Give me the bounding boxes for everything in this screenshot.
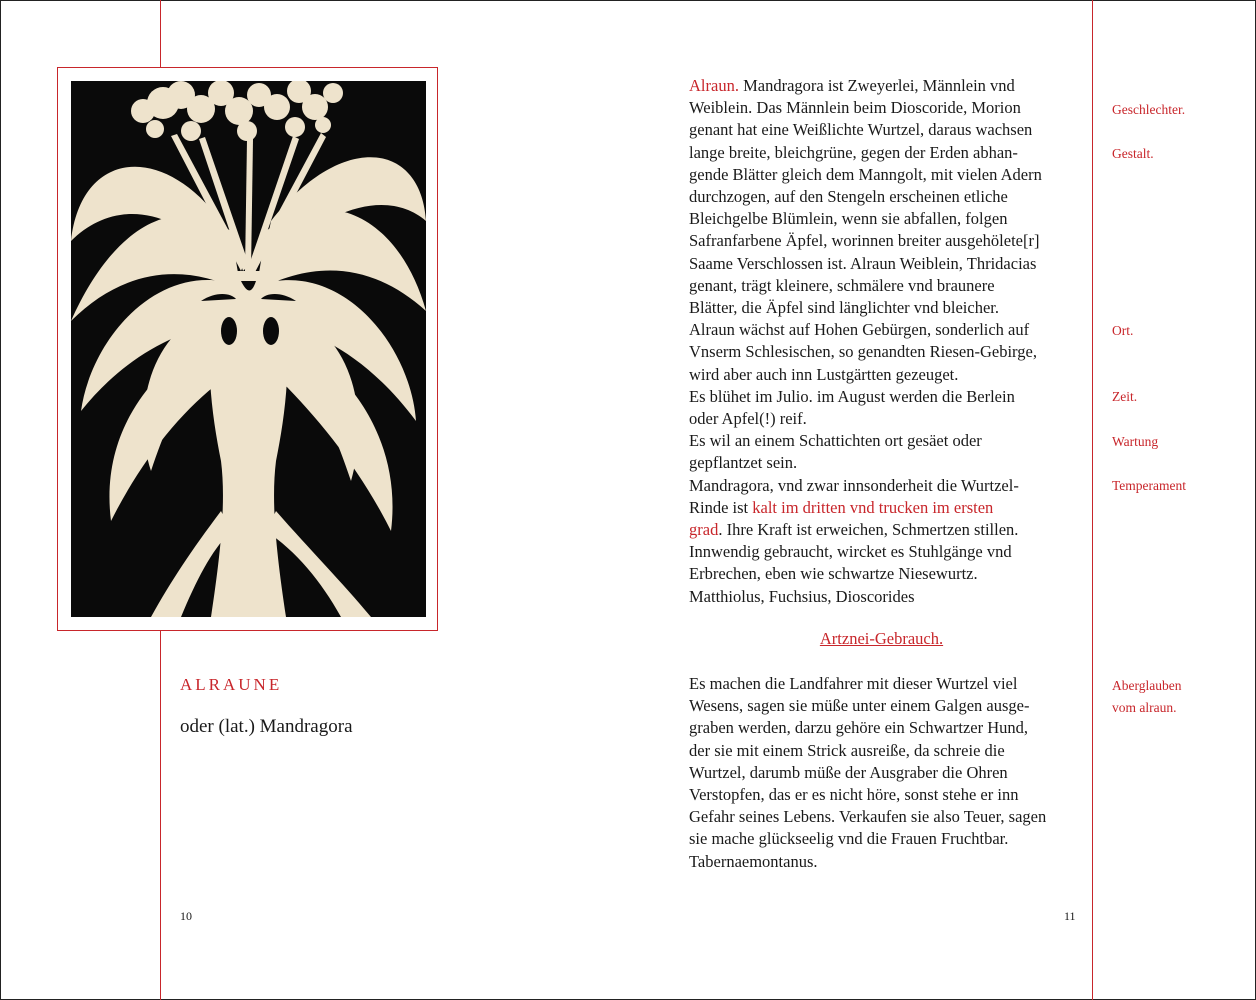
paragraph-line: Weiblein. Das Männlein beim Dioscoride, Morion	[689, 98, 1021, 118]
paragraph-line: Bleichgelbe Blümlein, wenn sie abfallen, folgen	[689, 209, 1008, 229]
left-margin-rule-top	[160, 0, 161, 68]
paragraph-line: Vnserm Schlesischen, so genandten Riesen-Gebirge,	[689, 342, 1037, 362]
paragraph-line: Es machen die Landfahrer mit dieser Wurtzel viel	[689, 674, 1018, 693]
entry-subtitle: oder (lat.) Mandragora	[180, 716, 353, 737]
margin-note-wartung: Wartung	[1112, 434, 1159, 449]
mandrake-silhouette-illustration	[71, 81, 426, 617]
paragraph-line: Wesens, sagen sie müße unter einem Galgen ausge-	[689, 696, 1030, 716]
paragraph-line: Saame Verschlossen ist. Alraun Weiblein, Thridacias	[689, 253, 1037, 273]
margin-note-zeit: Zeit.	[1112, 389, 1138, 404]
paragraph-line: graben werden, darzu gehöre ein Schwartzer Hund,	[689, 718, 1029, 738]
paragraph-line: durchzogen, auf den Stengeln erscheinen etliche	[689, 187, 1008, 207]
paragraph-line: grad. Ihre Kraft ist erweichen, Schmertzen stillen.	[689, 520, 1019, 540]
paragraph-line: Mandragora, vnd zwar innsonderheit die Wurtzel-	[689, 475, 1019, 495]
margin-note-gestalt: Gestalt.	[1112, 146, 1154, 161]
paragraph-line: Alraun wächst auf Hohen Gebürgen, sonderlich auf	[689, 320, 1030, 340]
margin-note-temperament: Temperament	[1112, 478, 1187, 493]
margin-note-geschlechter: Geschlechter.	[1112, 102, 1186, 117]
paragraph-line: Matthiolus, Fuchsius, Dioscorides	[689, 586, 915, 606]
paragraph-line: gepflantzet sein.	[689, 453, 798, 473]
paragraph-line: gende Blätter gleich dem Manngolt, mit vielen Adern	[689, 164, 1042, 184]
paragraph-line: Rinde ist kalt im dritten vnd trucken im ersten	[689, 497, 994, 517]
paragraph-line: Gefahr seines Lebens. Verkaufen sie also Teuer, sagen	[689, 807, 1047, 827]
paragraph-line: Wurtzel, darumb müße der Ausgraber die Ohren	[689, 762, 1008, 782]
paragraph-line: Es blühet im Julio. im August werden die Berlein	[689, 386, 1015, 406]
paragraph-line: Safranfarbene Äpfel, worinnen breiter ausgehölete[r]	[689, 231, 1040, 251]
paragraph-line: lange breite, bleichgrüne, gegen der Erden abhan-	[689, 142, 1018, 162]
paragraph-line: Es wil an einem Schattichten ort gesäet oder	[689, 431, 982, 451]
temperament-highlight-end: grad	[689, 520, 719, 540]
section-heading-medicinal-use: Artznei-Gebrauch.	[819, 629, 944, 648]
margin-note-ort: Ort.	[1112, 323, 1134, 338]
entry-title: ALRAUNE	[180, 675, 283, 694]
paragraph-line: Verstopfen, das er es nicht höre, sonst stehe er inn	[689, 785, 1019, 805]
illustration-frame	[57, 67, 438, 631]
paragraph-line: der sie mit einem Strick ausreiße, da schreie die	[689, 740, 1005, 760]
paragraph-line: wird aber auch inn Lustgärtten gezeuget.	[689, 364, 959, 384]
paragraph-line: sie mache glückseelig vnd die Frauen Fruchtbar.	[689, 829, 1009, 849]
temperament-highlight: kalt im dritten vnd trucken im ersten	[752, 497, 994, 517]
page-number-right: 11	[1064, 909, 1076, 923]
paragraph-line: Innwendig gebraucht, wircket es Stuhlgänge vnd	[689, 542, 1012, 562]
left-margin-rule-bottom	[160, 631, 161, 1000]
paragraph-line: Erbrechen, eben wie schwartze Niesewurtz.	[689, 564, 978, 584]
superstition-paragraph	[689, 673, 1084, 873]
paragraph-line: oder Apfel(!) reif.	[689, 409, 807, 429]
page-number-left: 10	[180, 909, 192, 923]
paragraph-line: genant hat eine Weißlichte Wurtzel, daraus wachsen	[689, 120, 1033, 140]
right-margin-rule	[1092, 0, 1093, 1000]
margin-note-aberglauben: Aberglauben vom alraun.	[1112, 678, 1182, 715]
entry-lead-word: Alraun.	[689, 76, 739, 95]
paragraph-line: Blätter, die Äpfel sind länglichter vnd bleicher.	[689, 298, 999, 318]
paragraph-line: genant, trägt kleinere, schmälere vnd braunere	[689, 275, 995, 295]
description-paragraph	[689, 75, 1084, 608]
paragraph-line: Alraun. Mandragora ist Zweyerlei, Männlein vnd	[689, 76, 1015, 95]
paragraph-line: Tabernaemontanus.	[689, 851, 818, 871]
mandrake-silhouette	[71, 81, 426, 617]
